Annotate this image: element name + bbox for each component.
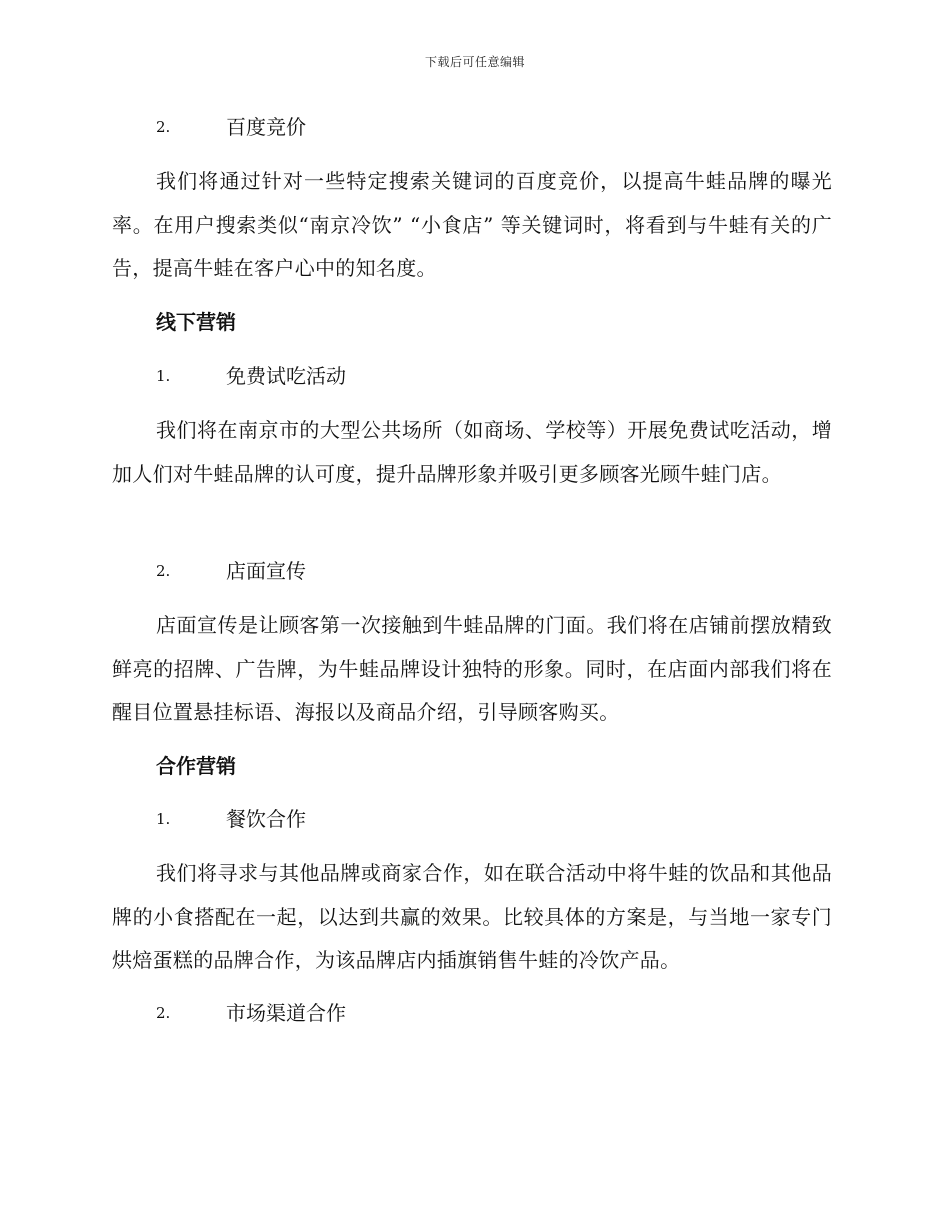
list-number: 1. — [156, 367, 171, 385]
list-item-free-trial — [112, 361, 832, 391]
list-number: 1. — [156, 810, 171, 828]
list-item-baidu-bidding — [112, 112, 832, 142]
section-heading-offline-marketing: 线下营销 — [156, 310, 236, 334]
list-number: 2. — [156, 562, 171, 580]
paragraph-food-cooperation: 我们将寻求与其他品牌或商家合作，如在联合活动中将牛蛙的饮品和其他品牌的小食搭配在一起，以达到共赢的效果。比较具体的方案是，与当地一家专门烘焙蛋糕的品牌合作，为该品牌店内插旗销售牛蛙的冷饮产品。 — [112, 861, 832, 972]
list-item-label: 店面宣传 — [226, 559, 306, 583]
list-item-label: 免费试吃活动 — [226, 364, 346, 388]
list-number: 2. — [156, 118, 171, 136]
section-heading-cooperative-marketing: 合作营销 — [156, 754, 236, 778]
paragraph-store-promotion: 店面宣传是让顾客第一次接触到牛蛙品牌的门面。我们将在店铺前摆放精致鲜亮的招牌、广告牌，为牛蛙品牌设计独特的形象。同时，在店面内部我们将在醒目位置悬挂标语、海报以及商品介绍，引导顾客购买。 — [112, 613, 832, 724]
list-item-label: 市场渠道合作 — [226, 1001, 346, 1025]
list-item-channel-cooperation — [112, 998, 832, 1028]
list-number: 2. — [156, 1004, 171, 1022]
paragraph-free-trial: 我们将在南京市的大型公共场所（如商场、学校等）开展免费试吃活动，增加人们对牛蛙品牌的认可度，提升品牌形象并吸引更多顾客光顾牛蛙门店。 — [112, 418, 832, 486]
paragraph-baidu-bidding: 我们将通过针对一些特定搜索关键词的百度竞价，以提高牛蛙品牌的曝光率。在用户搜索类似“南京冷饮” “小食店” 等关键词时，将看到与牛蛙有关的广告，提高牛蛙在客户心中的知名度。 — [112, 169, 832, 280]
list-item-food-cooperation — [112, 804, 832, 834]
list-item-label: 餐饮合作 — [226, 807, 306, 831]
list-item-store-promotion — [112, 556, 832, 586]
list-item-label: 百度竞价 — [226, 115, 306, 139]
page-header: 下载后可任意编辑 — [424, 55, 525, 69]
